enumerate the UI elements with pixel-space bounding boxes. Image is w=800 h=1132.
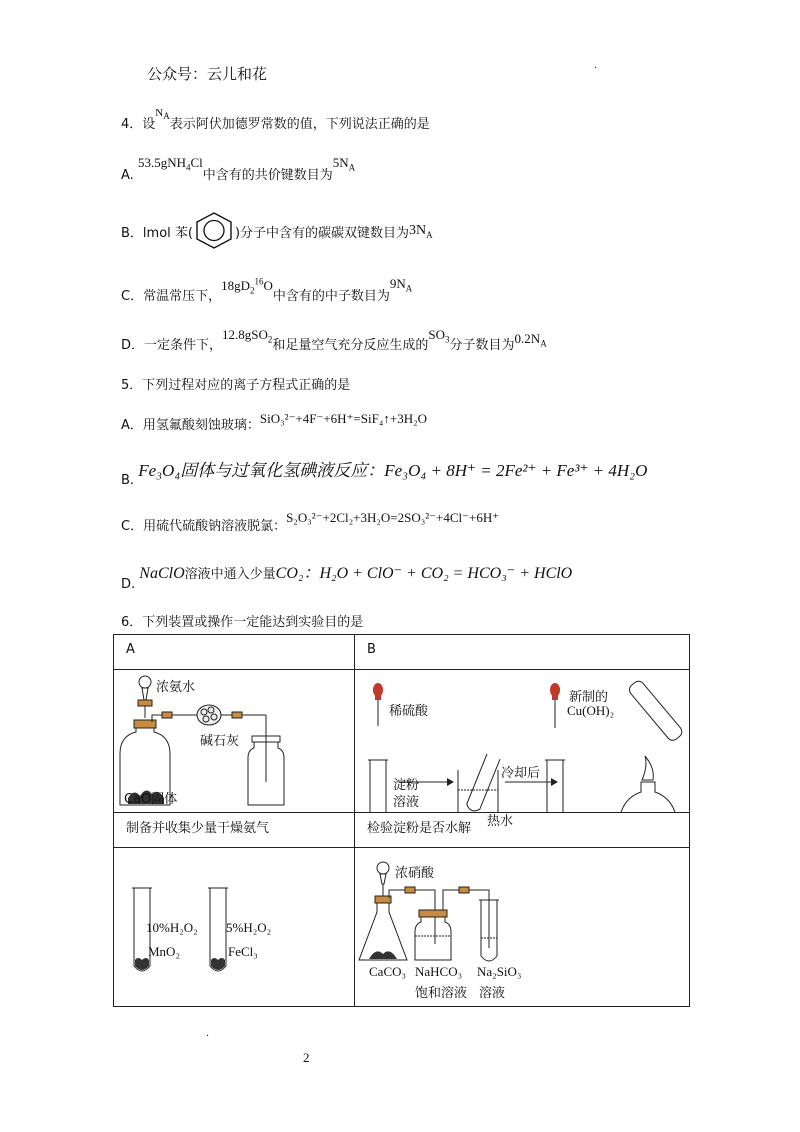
- question-6-stem: 6．下列装置或操作一定能达到实验目的是: [121, 615, 364, 630]
- q4-option-c: C．常温常压下，$18gD_2^{16}O$中含有的中子数目为$9N_A$: [121, 276, 413, 304]
- page-number: 2: [303, 1050, 310, 1065]
- label-conc-nitric: 浓硝酸: [395, 866, 435, 881]
- q5-option-b: B. Fe₃O₄固体与过氧化氢碘液反应：Fe₃O₄ + 8H⁺ = 2Fe²⁺ + Fe³⁺ + 4H₂O: [121, 461, 648, 488]
- q5-d-equation: ：H₂O + ClO⁻ + CO₂ = HCO₃⁻ + HClO: [303, 565, 573, 582]
- figure-d: [355, 848, 690, 1007]
- q4-c-formula: $18gD_2^{16}O$: [221, 276, 273, 296]
- label-solution: 溶液: [393, 795, 420, 810]
- question-4-stem: [121, 107, 430, 133]
- q4-b-value: $3N_A$: [409, 223, 433, 240]
- label-cao-solid: CaO固体: [124, 792, 178, 807]
- cell-b-header: B: [355, 635, 690, 670]
- footer-dot: .: [206, 1028, 210, 1039]
- q5-b-lead: Fe₃O₄固体与过氧化氢碘液反应：: [138, 461, 385, 480]
- q5-b-equation: Fe₃O₄ + 8H⁺ = 2Fe²⁺ + Fe³⁺ + 4H₂O: [384, 461, 648, 480]
- q4-a-formula: 53.5gNH$_4$Cl: [137, 155, 203, 173]
- label-conc-ammonia: 浓氨水: [156, 680, 196, 695]
- q5-a-equation: SiO₃²⁻+4F⁻+6H⁺=SiF₄↑+3H₂O: [259, 411, 428, 426]
- figure-c: [114, 848, 355, 1007]
- q4-number: 4．设: [121, 117, 156, 132]
- label-cuoh2: Cu(OH)₂: [567, 703, 615, 718]
- caption-a: 制备并收集少量干燥氨气: [114, 813, 355, 848]
- label-5-h2o2: 5%H₂O₂: [226, 920, 272, 935]
- benzene-ring-icon: [193, 211, 235, 249]
- question-5-stem: 5．下列过程对应的离子方程式正确的是: [121, 378, 351, 393]
- q4-c-value: $9N_A$: [389, 276, 413, 294]
- label-freshly-made: 新制的: [569, 690, 609, 705]
- figure-a: [114, 670, 355, 813]
- label-caco3: CaCO₃: [369, 964, 407, 979]
- caption-b: 检验淀粉是否水解: [355, 813, 690, 848]
- q5-option-d: D. NaClO溶液中通入少量CO₂：H₂O + ClO⁻ + CO₂ = HCO₃⁻ + HClO: [121, 565, 573, 592]
- cell-a-header: A: [114, 635, 355, 670]
- wechat-header: 公众号：云儿和花: [147, 65, 268, 83]
- q4-stem-text: 表示阿伏加德罗常数的值，下列说法正确的是: [169, 117, 430, 132]
- q4-option-a: A. 53.5gNH$_4$Cl中含有的共价键数目为$5N_A$: [121, 155, 356, 183]
- q4-a-value: $5N_A$: [332, 155, 356, 173]
- q5-d-lead: NaClO: [139, 565, 185, 582]
- q4-d-formula-1: 12.8gSO$_2$: [222, 327, 273, 345]
- label-saturated-solution: 饱和溶液: [415, 986, 468, 1001]
- label-dilute-sulfuric: 稀硫酸: [389, 704, 429, 719]
- q5-c-equation: S₂O₃²⁻+2Cl₂+3H₂O=2SO₃²⁻+4Cl⁻+6H⁺: [286, 510, 500, 525]
- q4-option-d: D．一定条件下，12.8gSO$_2$和足量空气充分反应生成的$SO_3$分子数目为$0.2N_A$: [121, 327, 547, 353]
- q4-d-value: $0.2N_A$: [514, 331, 547, 349]
- label-fecl3: FeCl₃: [228, 944, 258, 959]
- label-soda-lime: 碱石灰: [200, 734, 240, 749]
- q5-option-a: A．用氢氟酸刻蚀玻璃：SiO₃²⁻+4F⁻+6H⁺=SiF₄↑+3H₂O: [121, 411, 428, 433]
- q4-d-formula-2: $SO_3$: [428, 327, 450, 345]
- label-10-h2o2: 10%H₂O₂: [146, 920, 198, 935]
- q6-apparatus-table: [113, 634, 690, 1007]
- q4-option-b: B．lmol 苯( )分子中含有的碳碳双键数目为$3N_A$: [121, 222, 433, 243]
- label-mno2: MnO₂: [148, 944, 180, 959]
- label-starch: 淀粉: [393, 778, 420, 793]
- label-hot-water: 热水: [487, 814, 514, 829]
- q5-option-c: C．用硫代硫酸钠溶液脱氯：S₂O₃²⁻+2Cl₂+3H₂O=2SO₃²⁻+4Cl⁻+6H⁺: [121, 510, 500, 534]
- label-after-cooling: 冷却后: [501, 766, 541, 781]
- header-dot: .: [594, 60, 598, 71]
- label-nahco3: NaHCO₃: [415, 964, 463, 979]
- label-na2sio3-solution: 溶液: [479, 986, 506, 1001]
- label-na2sio3: Na₂SiO₃: [477, 964, 522, 979]
- q4-na-symbol: NA: [155, 107, 170, 122]
